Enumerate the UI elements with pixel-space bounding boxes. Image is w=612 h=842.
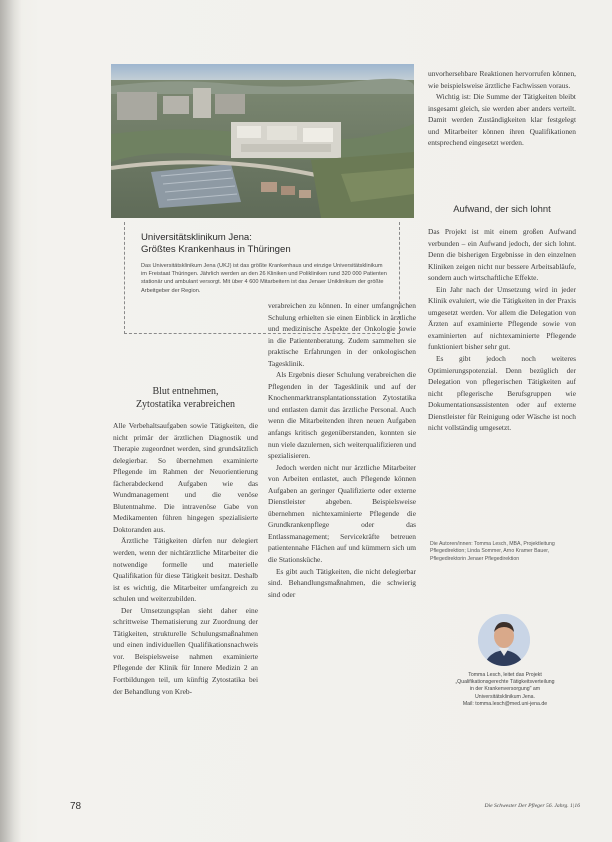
- portrait-caption-line: in der Krankenversorgung" am: [469, 686, 541, 693]
- portrait-caption-line: Universitätsklinikum Jena.: [475, 693, 535, 700]
- caption-title-line1: Universitätsklinikum Jena:: [141, 232, 252, 243]
- caption-title: [141, 232, 387, 256]
- aerial-photo-graphic: [111, 64, 414, 218]
- headline-line2: Zytostatika verabreichen: [135, 399, 236, 410]
- paragraph: Ärztliche Tätigkeiten dürfen nur delegiert werden, wenn der nichtärztliche Mitarbeiter die notwendige formelle und materielle Qualifikation für diese Tätigkeit besitzt. Deshalb ist es wichtig, die Mitarbeiter umfangreich zu schulen und weiterzubilden.: [113, 536, 258, 604]
- article-headline: [113, 385, 258, 411]
- portrait-caption-line: „Qualifikationsgerechte Tätigkeitsverteilung: [455, 679, 555, 686]
- portrait-caption-line: Tomma Lesch, leitet das Projekt: [468, 672, 542, 678]
- paragraph: Das Projekt ist mit einem großen Aufwand verbunden – ein Aufwand jedoch, der sich lohnt. Denn die bisherigen Ergebnisse in den einzelnen Kliniken zeigen nicht nur bessere Arbeitsabläufe, sondern auch wirtschaftliche Effekte.: [428, 227, 576, 283]
- article-column-1: [113, 420, 258, 697]
- page-number: 78: [70, 801, 82, 812]
- article-column-3: [428, 68, 576, 149]
- article-column-2: [268, 300, 416, 600]
- paragraph: Ein Jahr nach der Umsetzung wird in jeder Klinik evaluiert, wie die Tätigkeiten in der Praxis umgesetzt werden. Vor allem die Delegation von Ärzten auf examinierte Pflegende sowie von examinierten auf nichtexaminierte Pflegende funktioniert bisher sehr gut.: [428, 284, 576, 352]
- portrait-graphic: [478, 614, 530, 666]
- portrait-caption-email: Mail: tomma.lesch@med.uni-jena.de: [462, 700, 548, 707]
- paragraph: Es gibt jedoch noch weiteres Optimierungspotenzial. Denn bezüglich der Delegation von pflegerischen Tätigkeiten auf nicht pflegerische Berufsgruppen wie Dokumentationsassistenten oder auf externe Dienstleister für Reinigung oder Wäsche ist noch nicht vollständig umgesetzt.: [428, 354, 576, 433]
- portrait-caption: [438, 672, 572, 708]
- headline-line1: Blut entnehmen,: [152, 386, 219, 397]
- footer-publication-info: Die Schwester Der Pfleger 56. Jahrg. 1|16: [484, 803, 580, 809]
- paragraph: verabreichen zu können. In einer umfangreichen Schulung erhielten sie einen Einblick in ärztliche und medizinische Aspekte der Onkologie sowie in die Patientenberatung. Zudem sammelten sie praktische Erfahrungen in der onkologischen Tagesklinik.: [268, 301, 416, 368]
- caption-text: Das Universitätsklinikum Jena (UKJ) ist das größte Krankenhaus und einzige Universitätsklinikum im Freistaat Thüringen. Jährlich werden an den 26 Kliniken und Polikliniken rund 320 000 Patienten stationär und ambulant versorgt. Mit über 4 600 Mitarbeitern ist das Jenaer Uniklinikum der größte Arbeitgeber der Region.: [141, 263, 387, 294]
- spine-shadow: [0, 0, 22, 842]
- author-portrait: [478, 614, 530, 666]
- paragraph: Der Umsetzungsplan sieht daher eine schrittweise Thematisierung zur Zuordnung der Tätigkeiten, strukturelle Schulungsmaßnahmen und einen individuellen Qualifikationsnachweis vor. Beispielsweise nahmen examinierte Pflegende der Klinik für Innere Medizin 2 an Fortbildungen teil, um künftig Zytostatika bei der Behandlung von Kreb-: [113, 605, 258, 696]
- paragraph: Als Ergebnis dieser Schulung verabreichen die Pflegenden in der Tagesklinik und auf der Knochenmarktransplantationsstation Zytostatika und entlasten damit das ärztliche Personal. Auch wenn die Mitarbeitenden ihren neuen Aufgaben anfangs kritisch gegenüberstanden, konnten sie nun viele dazulernen, sich weiterqualifizieren und spezialisieren.: [268, 370, 416, 461]
- paragraph: Jedoch werden nicht nur ärztliche Mitarbeiter von Arbeiten entlastet, auch Pflegende können Aufgaben an geringer Qualifizierte oder externe Dienstleister abgeben. Beispielsweise übernehmen nichtexaminierte Pflegende die Grundkrankenpflege oder das Entlassmanagement; Servicekräfte betreuen patientennahe Flächen auf und kümmern sich um die Stationsküche.: [268, 462, 416, 565]
- paragraph: Alle Verbehaltsaufgaben sowie Tätigkeiten, die nicht primär der ärztlichen Diagnostik und Therapie zugeordnet werden, sind grundsätzlich delegierbar. So übernehmen examinierte Pflegende im Rahmen der Neuorientierung fächerabdeckend Aufgaben wie das Wundmanagement und die venöse Blutentnahme. Die intravenöse Gabe von Medikamenten führen hingegen spezialisierte Doktoranden aus.: [113, 421, 258, 534]
- article-column-3-continued: [428, 226, 576, 434]
- caption-title-line2: Größtes Krankenhaus in Thüringen: [141, 244, 291, 255]
- authors-note: Die Autoren/innen: Tomma Lesch, MBA, Projektleitung Pflegedirektion; Linda Sommer, Arno Kramer Bauer, Pflegedirektorin Jenaer Pflegedirektion: [430, 541, 555, 562]
- aerial-photo-hospital: [111, 64, 414, 218]
- paragraph: unvorhersehbare Reaktionen hervorrufen können, wie beispielsweise ärztliche Fachwissen voraus.: [428, 69, 576, 90]
- paragraph: Es gibt auch Tätigkeiten, die nicht delegierbar sind. Behandlungsmaßnahmen, die schwierig sind oder: [268, 566, 416, 599]
- paragraph: Wichtig ist: Die Summe der Tätigkeiten bleibt insgesamt gleich, sie werden aber anders verteilt. Damit werden Zuständigkeiten klar festgelegt und Mitarbeiter können ihren Qualifikationen entsprechend eingesetzt werden.: [428, 92, 576, 148]
- section-subheading: Aufwand, der sich lohnt: [453, 203, 551, 214]
